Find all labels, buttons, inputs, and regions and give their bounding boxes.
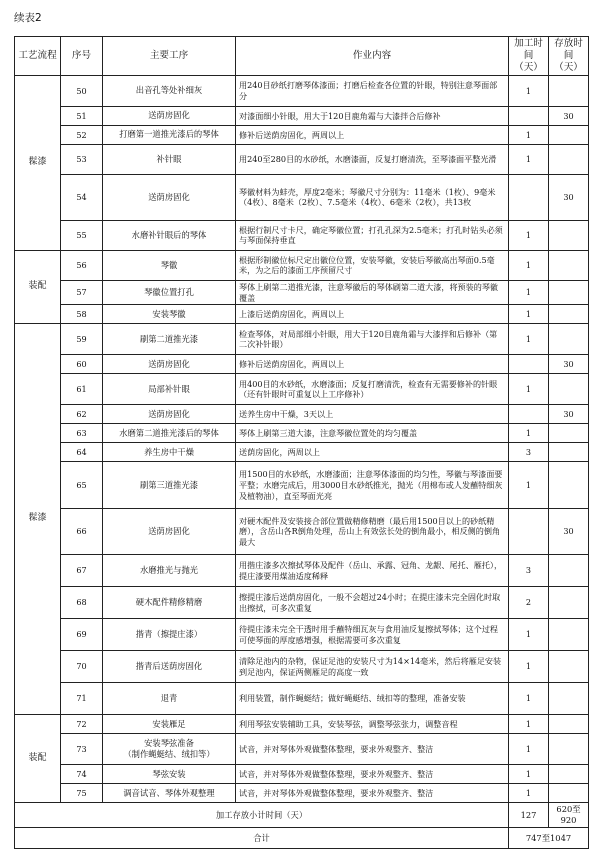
- process-time-cell: [509, 405, 549, 424]
- process-time-cell: 1: [509, 651, 549, 683]
- content-cell: 待提庄漆未完全干透时用手蘸特细瓦灰与食用油反复擦拭琴体；这个过程可使琴面的厚度感增强，根据需要可多次重复: [236, 619, 509, 651]
- process-time-cell: 1: [509, 125, 549, 144]
- process-cell: 琴徽位置打孔: [103, 280, 236, 304]
- seq-cell: 52: [61, 125, 103, 144]
- storage-time-cell: [549, 324, 589, 355]
- content-cell: 试音，并对琴体外观做整体整理，要求外观整齐、整洁: [236, 765, 509, 784]
- process-cell: 水磨补针眼后的琴体: [103, 220, 236, 250]
- table-row: [15, 174, 589, 220]
- process-time-cell: 2: [509, 587, 549, 619]
- table-row: [15, 734, 589, 765]
- storage-time-cell: 30: [549, 405, 589, 424]
- storage-time-cell: [549, 443, 589, 462]
- process-time-cell: 1: [509, 374, 549, 405]
- process-time-cell: 1: [509, 683, 549, 715]
- seq-cell: 72: [61, 715, 103, 734]
- process-time-cell: [509, 106, 549, 125]
- seq-cell: 70: [61, 651, 103, 683]
- seq-cell: 57: [61, 280, 103, 304]
- table-row: [15, 305, 589, 324]
- seq-cell: 54: [61, 174, 103, 220]
- seq-cell: 59: [61, 324, 103, 355]
- storage-time-cell: [549, 784, 589, 803]
- process-cell: 揩青（擦提庄漆）: [103, 619, 236, 651]
- process-cell: 送荫房固化: [103, 106, 236, 125]
- storage-time-cell: 30: [549, 174, 589, 220]
- seq-cell: 71: [61, 683, 103, 715]
- table-row: [15, 144, 589, 174]
- storage-time-cell: [549, 250, 589, 280]
- storage-time-cell: [549, 765, 589, 784]
- process-cell: 局部补针眼: [103, 374, 236, 405]
- storage-time-cell: 30: [549, 509, 589, 555]
- content-cell: 利用琴弦安装辅助工具，安装琴弦，调整琴弦张力，调整音程: [236, 715, 509, 734]
- content-cell: 检查琴体，对局部细小针眼，用大于120目鹿角霜与大漆拌和后修补（第二次补针眼）: [236, 324, 509, 355]
- process-cell: 琴弦安装: [103, 765, 236, 784]
- seq-cell: 63: [61, 424, 103, 443]
- process-cell: 安装琴弦准备 （制作蝇蜓结、绒扣等）: [103, 734, 236, 765]
- storage-time-cell: 30: [549, 106, 589, 125]
- process-time-cell: 1: [509, 784, 549, 803]
- process-time-cell: 1: [509, 305, 549, 324]
- storage-time-cell: [549, 144, 589, 174]
- table-row: [15, 106, 589, 125]
- seq-cell: 53: [61, 144, 103, 174]
- seq-cell: 66: [61, 509, 103, 555]
- process-cell: 安装琴徽: [103, 305, 236, 324]
- content-cell: 根据行制尺寸卡尺，确定琴徽位置；打孔孔深为2.5毫米；打孔时钻头必须与琴面保持垂直: [236, 220, 509, 250]
- process-time-cell: 1: [509, 250, 549, 280]
- seq-cell: 64: [61, 443, 103, 462]
- seq-cell: 69: [61, 619, 103, 651]
- table-row: [15, 462, 589, 509]
- process-cell: 补针眼: [103, 144, 236, 174]
- content-cell: 送养生房中干燥，3天以上: [236, 405, 509, 424]
- seq-cell: 51: [61, 106, 103, 125]
- process-cell: 刷第二道推光漆: [103, 324, 236, 355]
- header-storage-time: 存放时间（天）: [549, 37, 589, 76]
- process-cell: 送荫房固化: [103, 509, 236, 555]
- process-cell: 送荫房固化: [103, 405, 236, 424]
- total-label: 合计: [15, 828, 509, 849]
- table-row: [15, 374, 589, 405]
- content-cell: 用240至280目的水砂纸，水磨漆面，反复打磨清洗，至琴漆面平整光滑: [236, 144, 509, 174]
- process-cell: 送荫房固化: [103, 355, 236, 374]
- seq-cell: 56: [61, 250, 103, 280]
- content-cell: 用400目的水砂纸，水磨漆面；反复打磨清洗，检查有无需要修补的针眼（还有针眼时可重复以上工序修补）: [236, 374, 509, 405]
- content-cell: 上漆后送荫房固化，两周以上: [236, 305, 509, 324]
- seq-cell: 58: [61, 305, 103, 324]
- seq-cell: 75: [61, 784, 103, 803]
- process-cell: 安装雁足: [103, 715, 236, 734]
- table-row: [15, 405, 589, 424]
- process-time-cell: [509, 355, 549, 374]
- process-cell: 揩青后送荫房固化: [103, 651, 236, 683]
- subtotal-label: 加工存放小计时间（天）: [15, 803, 509, 828]
- table-row: [15, 220, 589, 250]
- content-cell: 琴徽材料为蚌壳，厚度2毫米；琴徽尺寸分别为：11毫米（1枚）、9毫米（4枚）、8毫米（2枚）、7.5毫米（4枚）、6毫米（2枚），共13枚: [236, 174, 509, 220]
- storage-time-cell: [549, 555, 589, 587]
- process-cell: 出音孔等处补细灰: [103, 75, 236, 106]
- process-time-cell: 1: [509, 144, 549, 174]
- content-cell: 清除足池内的杂物，保证足池的安装尺寸为14×14毫米，然后将雁足安装到足池内，保证两侧雁足的高度一致: [236, 651, 509, 683]
- content-cell: 根据形制徽位标尺定出徽位位置，安装琴徽，安装后琴徽高出琴面0.5毫米，为之后的漆面工序预留尺寸: [236, 250, 509, 280]
- content-cell: 用揩庄漆多次擦拭琴体及配件（岳山、承露、冠角、龙龈、尾托、雁托），提庄漆要用煤油适度稀释: [236, 555, 509, 587]
- content-cell: 琴体上刷第三道大漆，注意琴徽位置处的均匀覆盖: [236, 424, 509, 443]
- table-row: [15, 250, 589, 280]
- process-cell: 琴徽: [103, 250, 236, 280]
- seq-cell: 74: [61, 765, 103, 784]
- storage-time-cell: [549, 220, 589, 250]
- storage-time-cell: [549, 715, 589, 734]
- process-time-cell: 1: [509, 424, 549, 443]
- subtotal-process-time: 127: [509, 803, 549, 828]
- seq-cell: 61: [61, 374, 103, 405]
- storage-time-cell: [549, 125, 589, 144]
- table-row: [15, 75, 589, 106]
- content-cell: 琴体上刷第二道推光漆，注意琴徽后的琴体刷第二道大漆，将预装的琴徽覆盖: [236, 280, 509, 304]
- seq-cell: 62: [61, 405, 103, 424]
- seq-cell: 73: [61, 734, 103, 765]
- process-time-cell: 1: [509, 765, 549, 784]
- header-process-time: 加工时间（天）: [509, 37, 549, 76]
- content-cell: 用1500目的水砂纸，水磨漆面；注意琴体漆面的均匀性，琴徽与琴漆面要平整；水磨完成后，用3000目水砂纸推光，抛光（用棉布或人发蘸特细灰及植物油），直至琴面光亮: [236, 462, 509, 509]
- table-row: [15, 355, 589, 374]
- content-cell: 试音，并对琴体外观做整体整理，要求外观整齐、整洁: [236, 784, 509, 803]
- table-row: [15, 587, 589, 619]
- storage-time-cell: [549, 305, 589, 324]
- process-cell: 硬木配件精修精磨: [103, 587, 236, 619]
- header-row: [15, 37, 589, 76]
- process-cell: 送荫房固化: [103, 174, 236, 220]
- seq-cell: 50: [61, 75, 103, 106]
- content-cell: 修补后送荫房固化，两周以上: [236, 125, 509, 144]
- stage-cell: 髹漆: [15, 75, 61, 250]
- storage-time-cell: [549, 75, 589, 106]
- process-table: [14, 36, 589, 849]
- subtotal-row: [15, 803, 589, 828]
- process-time-cell: 1: [509, 619, 549, 651]
- total-row: [15, 828, 589, 849]
- table-body: [15, 75, 589, 802]
- table-row: [15, 555, 589, 587]
- process-time-cell: 1: [509, 280, 549, 304]
- process-time-cell: 1: [509, 220, 549, 250]
- header-seq: 序号: [61, 37, 103, 76]
- seq-cell: 65: [61, 462, 103, 509]
- storage-time-cell: [549, 374, 589, 405]
- process-time-cell: 1: [509, 75, 549, 106]
- content-cell: 试音，并对琴体外观做整体整理，要求外观整齐、整洁: [236, 734, 509, 765]
- storage-time-cell: [549, 651, 589, 683]
- process-time-cell: 3: [509, 443, 549, 462]
- header-stage: 工艺流程: [15, 37, 61, 76]
- storage-time-cell: [549, 280, 589, 304]
- table-row: [15, 765, 589, 784]
- table-row: [15, 715, 589, 734]
- process-time-cell: 1: [509, 734, 549, 765]
- header-process: 主要工序: [103, 37, 236, 76]
- process-cell: 调音试音、琴体外观整理: [103, 784, 236, 803]
- storage-time-cell: [549, 683, 589, 715]
- storage-time-cell: [549, 587, 589, 619]
- table-row: [15, 619, 589, 651]
- seq-cell: 55: [61, 220, 103, 250]
- storage-time-cell: [549, 734, 589, 765]
- table-row: [15, 784, 589, 803]
- table-caption: 续表2: [14, 12, 42, 24]
- content-cell: 对硬木配件及安装接合部位置做精修精磨（最后用1500目以上的砂纸精磨），含岳山各R倒角处理，岳山上有效弦长处的倒角最小，相反侧的倒角最大: [236, 509, 509, 555]
- content-cell: 擦提庄漆后送荫房固化，一般不会超过24小时；在提庄漆未完全固化时取出擦拭，可多次重复: [236, 587, 509, 619]
- table-row: [15, 683, 589, 715]
- table-row: [15, 125, 589, 144]
- table-row: [15, 651, 589, 683]
- seq-cell: 67: [61, 555, 103, 587]
- process-time-cell: 1: [509, 324, 549, 355]
- storage-time-cell: 30: [549, 355, 589, 374]
- table-row: [15, 280, 589, 304]
- content-cell: 送荫房固化，两周以上: [236, 443, 509, 462]
- seq-cell: 60: [61, 355, 103, 374]
- stage-cell: 髹漆: [15, 324, 61, 715]
- process-time-cell: 1: [509, 715, 549, 734]
- storage-time-cell: [549, 462, 589, 509]
- total-value: 747至1047: [509, 828, 589, 849]
- process-time-cell: 1: [509, 462, 549, 509]
- process-time-cell: [509, 509, 549, 555]
- table-row: [15, 509, 589, 555]
- storage-time-cell: [549, 424, 589, 443]
- subtotal-storage-time: 620至920: [549, 803, 589, 828]
- storage-time-cell: [549, 619, 589, 651]
- header-content: 作业内容: [236, 37, 509, 76]
- process-time-cell: 3: [509, 555, 549, 587]
- content-cell: 用240目砂纸打磨琴体漆面；打磨后检查各位置的针眼，特别注意琴面部分: [236, 75, 509, 106]
- table-row: [15, 424, 589, 443]
- content-cell: 对漆面细小针眼，用大于120目鹿角霜与大漆拌合后修补: [236, 106, 509, 125]
- process-cell: 打磨第一道推光漆后的琴体: [103, 125, 236, 144]
- content-cell: 修补后送荫房固化，两周以上: [236, 355, 509, 374]
- process-cell: 水磨推光与抛光: [103, 555, 236, 587]
- process-cell: 水磨第二道推光漆后的琴体: [103, 424, 236, 443]
- content-cell: 利用装置，制作蝇蜓结；做好蝇蜓结、绒扣等的整理，准备安装: [236, 683, 509, 715]
- process-cell: 刷第三道推光漆: [103, 462, 236, 509]
- seq-cell: 68: [61, 587, 103, 619]
- process-time-cell: [509, 174, 549, 220]
- stage-cell: 装配: [15, 715, 61, 803]
- process-cell: 养生房中干燥: [103, 443, 236, 462]
- process-cell: 退青: [103, 683, 236, 715]
- stage-cell: 装配: [15, 250, 61, 323]
- table-row: [15, 443, 589, 462]
- table-row: [15, 324, 589, 355]
